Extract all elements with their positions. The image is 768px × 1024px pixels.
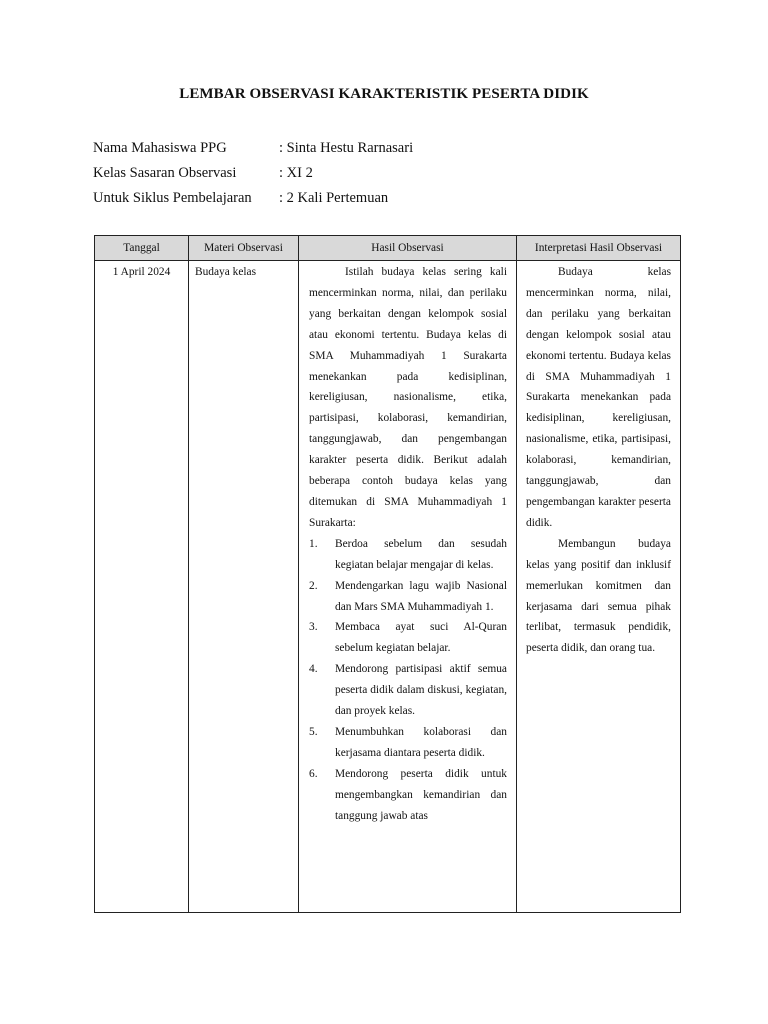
- info-row-kelas: [93, 161, 413, 186]
- header-tanggal: Tanggal: [95, 236, 189, 261]
- table-row: [95, 261, 681, 913]
- list-item: [309, 722, 507, 764]
- header-materi: Materi Observasi: [189, 236, 299, 261]
- hasil-list: [309, 534, 507, 827]
- list-text: Mendengarkan lagu wajib Nasional dan Mars SMA Muhammadiyah 1.: [335, 579, 507, 613]
- cell-interpretasi: [517, 261, 681, 913]
- hasil-intro: Istilah budaya kelas sering kali mencerminkan norma, nilai, dan perilaku yang berkaitan dengan kelompok sosial atau ekonomi tertentu. Budaya kelas di SMA Muhammadiyah 1 Surakarta menekankan pada kedisiplinan, kereligiusan, nasionalisme, etika, partisipasi, kolaborasi, kemandirian, tanggungjawab, dan pengembangan karakter peserta didik. Berikut adalah beberapa contoh budaya kelas yang ditemukan di SMA Muhammadiyah 1 Surakarta:: [309, 266, 507, 529]
- cell-hasil: [299, 261, 517, 913]
- list-text: Mendorong peserta didik untuk mengembangkan kemandirian dan tanggung jawab atas: [335, 767, 507, 822]
- list-text: Mendorong partisipasi aktif semua peserta didik dalam diskusi, kegiatan, dan proyek kelas.: [335, 663, 507, 718]
- cell-material: Budaya kelas: [189, 261, 299, 913]
- cell-date: 1 April 2024: [95, 261, 189, 913]
- list-number: 6.: [309, 767, 318, 780]
- list-text: Berdoa sebelum dan sesudah kegiatan belajar mengajar di kelas.: [335, 537, 507, 571]
- list-number: 5.: [309, 725, 318, 738]
- list-number: 2.: [309, 579, 318, 592]
- info-label: Untuk Siklus Pembelajaran: [93, 190, 252, 206]
- info-value: : 2 Kali Pertemuan: [279, 190, 389, 206]
- info-row-nama: [93, 136, 413, 161]
- list-text: Membaca ayat suci Al-Quran sebelum kegiatan belajar.: [335, 621, 507, 655]
- table-header-row: [95, 236, 681, 261]
- info-block: [93, 136, 413, 211]
- info-value: : Sinta Hestu Rarnasari: [279, 140, 414, 156]
- list-item: [309, 659, 507, 722]
- observation-table: [94, 235, 681, 913]
- list-number: 1.: [309, 537, 318, 550]
- info-row-siklus: [93, 186, 413, 211]
- list-item: [309, 576, 507, 618]
- header-interpretasi: Interpretasi Hasil Observasi: [517, 236, 681, 261]
- list-item: [309, 617, 507, 659]
- interp-paragraph-2: Membangun budaya kelas yang positif dan inklusif memerlukan komitmen dan kerjasama dari semua pihak terlibat, termasuk pendidik, peserta didik, dan orang tua.: [526, 537, 671, 655]
- info-label: Kelas Sasaran Observasi: [93, 165, 237, 181]
- header-hasil: Hasil Observasi: [299, 236, 517, 261]
- list-number: 4.: [309, 663, 318, 676]
- list-text: Menumbuhkan kolaborasi dan kerjasama diantara peserta didik.: [335, 725, 507, 759]
- list-item: [309, 534, 507, 576]
- interp-paragraph-1: Budaya kelas mencerminkan norma, nilai, dan perilaku yang berkaitan dengan kelompok sosial atau ekonomi tertentu. Budaya kelas di SMA Muhammadiyah 1 Surakarta menekankan pada kedisiplinan, kereligiusan, nasionalisme, etika, partisipasi, kolaborasi, kemandirian, tanggungjawab, dan pengembangan karakter peserta didik.: [526, 266, 671, 529]
- document-title: LEMBAR OBSERVASI KARAKTERISTIK PESERTA DIDIK: [179, 86, 589, 102]
- info-value: : XI 2: [279, 165, 313, 181]
- list-item: [309, 764, 507, 827]
- info-label: Nama Mahasiswa PPG: [93, 140, 227, 156]
- list-number: 3.: [309, 621, 318, 634]
